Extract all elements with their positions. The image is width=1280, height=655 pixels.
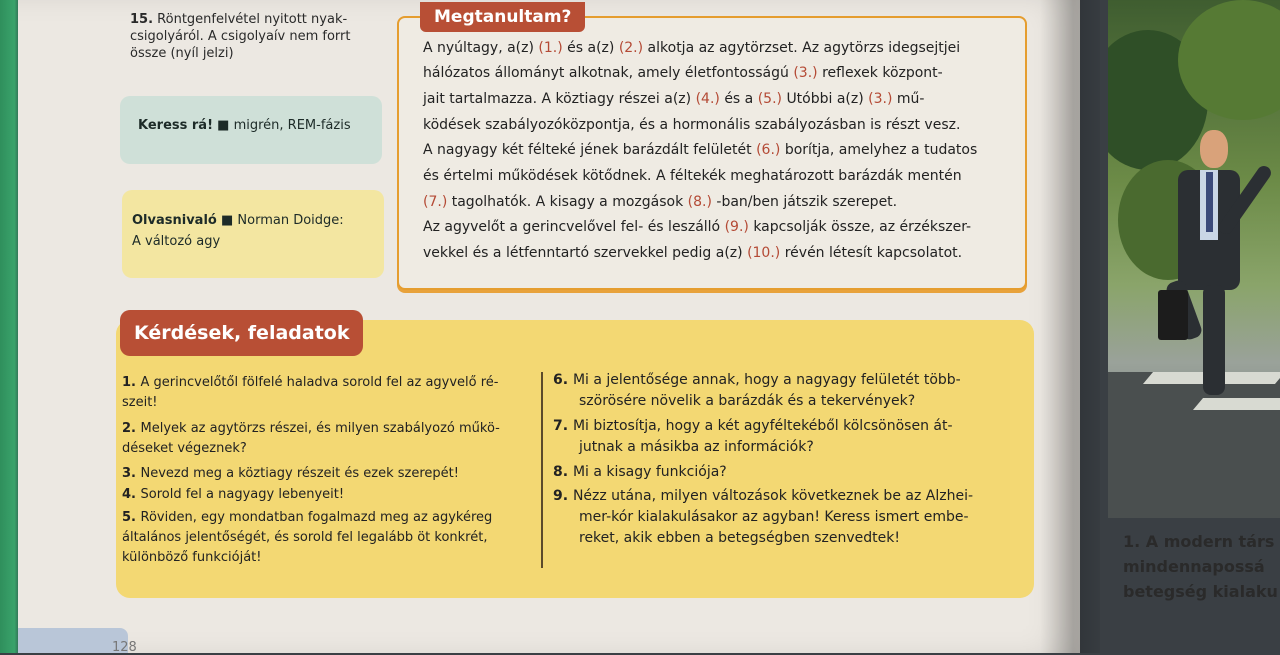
square-bullet-icon: ■	[220, 213, 234, 228]
question-line: reket, akik ebben a betegségben szenvedtek!	[579, 530, 901, 546]
question-line: 1. A gerincvelőtől fölfelé haladva sorold fel az agyvelő ré-	[122, 375, 499, 390]
question-line: 2. Melyek az agytörzs részei, és milyen szabályozó műkö-	[122, 421, 500, 436]
questions-title: Kérdések, feladatok	[120, 310, 363, 356]
question-number: 5.	[122, 510, 141, 525]
question-line: 9. Nézz utána, milyen változások következnek be az Alzhei-	[553, 488, 974, 504]
question-line: déseket végeznek?	[122, 441, 247, 456]
book-gutter-shadow	[1040, 0, 1100, 653]
question-number: 8.	[553, 464, 573, 480]
question-line: különböző funkcióját!	[122, 550, 262, 565]
question-line: 7. Mi biztosítja, hogy a két agyféltekéből kölcsönösen át-	[553, 418, 953, 434]
question-number: 4.	[122, 487, 141, 502]
question-line: jutnak a másikba az információk?	[579, 439, 814, 455]
running-businessman-photo	[1108, 0, 1280, 518]
question-number: 6.	[553, 372, 573, 388]
right-page-line2: mindennapossá	[1123, 557, 1265, 576]
questions-divider	[541, 372, 543, 568]
caption-line2: csigolyáról. A csigolyaív nem forrt	[130, 29, 351, 44]
caption-line3: össze (nyíl jelzi)	[130, 46, 234, 61]
question-line: szörösére növelik a barázdák és a tekervények?	[579, 393, 916, 409]
question-number: 3.	[122, 466, 141, 481]
quiz-line-3: jait tartalmazza. A köztiagy részei a(z) (4.) és a (5.) Utóbbi a(z) (3.) mű-	[423, 91, 925, 107]
question-line: általános jelentőségét, és sorold fel legalább öt konkrét,	[122, 530, 488, 545]
quiz-line-2: hálózatos állományt alkotnak, amely életfontosságú (3.) reflexek központ-	[423, 65, 943, 81]
quiz-line-9: vekkel és a létfenntartó szervekkel pedig a(z) (10.) révén létesít kapcsolatot.	[423, 245, 963, 261]
search-tip-label: Keress rá!	[138, 118, 214, 133]
reading-author: Norman Doidge:	[237, 213, 344, 228]
question-number: 1.	[122, 375, 141, 390]
question-number: 9.	[553, 488, 573, 504]
quiz-line-1: A nyúltagy, a(z) (1.) és a(z) (2.) alkotja az agytörzset. Az agytörzs idegsejtjei	[423, 40, 961, 56]
quiz-line-8: Az agyvelőt a gerincvelővel fel- és leszálló (9.) kapcsolják össze, az érzékszer-	[423, 219, 972, 235]
search-tip-box	[120, 96, 382, 164]
quiz-line-5: A nagyagy két félteké jének barázdált felületét (6.) borítja, amelyhez a tudatos	[423, 142, 978, 158]
quiz-line-6: és értelmi működések kötődnek. A féltekék meghatározott barázdák mentén	[423, 168, 962, 184]
reading-title: A változó agy	[132, 234, 221, 249]
quiz-box	[397, 16, 1027, 290]
search-tip-text: migrén, REM-fázis	[233, 118, 351, 133]
question-line: szeit!	[122, 395, 158, 410]
quiz-line-7: (7.) tagolhatók. A kisagy a mozgások (8.) -ban/ben játszik szerepet.	[423, 194, 898, 210]
question-line: mer-kór kialakulásakor az agyban! Keress ismert embe-	[579, 509, 969, 525]
square-bullet-icon: ■	[217, 118, 230, 133]
question-line: 8. Mi a kisagy funkciója?	[553, 464, 727, 480]
quiz-line-4: ködések szabályozóközpontja, és a hormonális szabályozásban is részt vesz.	[423, 117, 961, 133]
caption-number: 15.	[130, 12, 154, 27]
quiz-title: Megtanultam?	[420, 2, 585, 32]
question-number: 2.	[122, 421, 141, 436]
question-line: 4. Sorold fel a nagyagy lebenyeit!	[122, 487, 345, 502]
page-number: 128	[112, 640, 137, 655]
question-line: 6. Mi a jelentősége annak, hogy a nagyagy felületét több-	[553, 372, 961, 388]
reading-tip-label: Olvasnivaló	[132, 213, 217, 228]
reading-tip-box	[122, 190, 384, 278]
question-line: 5. Röviden, egy mondatban fogalmazd meg az agykéreg	[122, 510, 493, 525]
right-page-line3: betegség kialaku	[1123, 582, 1278, 601]
xray-caption	[130, 11, 360, 62]
right-page-line1: 1. A modern társ	[1123, 532, 1275, 551]
question-number: 7.	[553, 418, 573, 434]
caption-line1: Röntgenfelvétel nyitott nyak-	[157, 12, 348, 27]
question-line: 3. Nevezd meg a köztiagy részeit és ezek szerepét!	[122, 466, 459, 481]
